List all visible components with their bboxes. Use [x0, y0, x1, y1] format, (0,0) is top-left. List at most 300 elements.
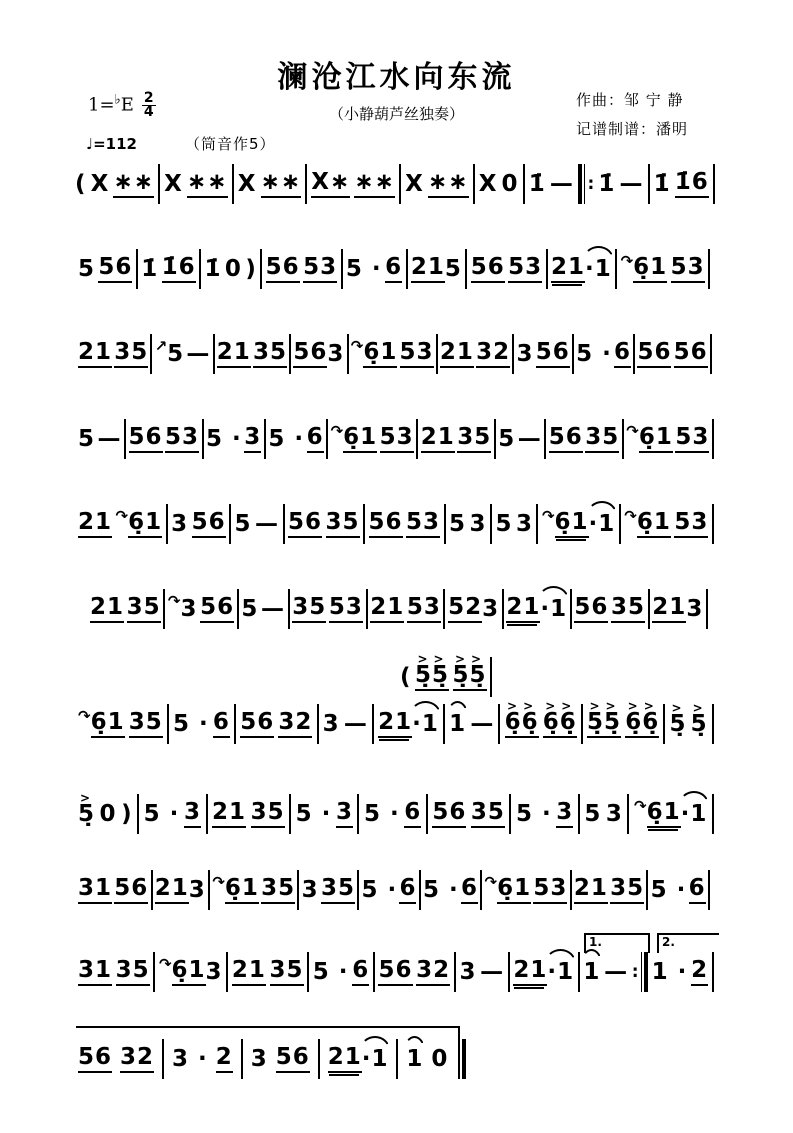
note-token — [321, 875, 355, 904]
note-group — [411, 254, 445, 283]
note-group — [669, 701, 688, 738]
barline — [283, 504, 285, 544]
note-token — [129, 709, 163, 738]
barline — [426, 794, 428, 834]
note-text: 5 — [584, 801, 602, 827]
tempo-marking: ♩=112 — [86, 135, 137, 153]
note-group — [691, 957, 708, 986]
note-token — [351, 339, 398, 368]
note-group — [449, 711, 466, 738]
note-text: 6̣1 — [497, 875, 531, 904]
note-group — [129, 424, 163, 453]
note-group — [400, 339, 434, 368]
note-text: 5 · — [516, 801, 552, 827]
note-token — [307, 424, 324, 453]
note-token — [651, 877, 687, 904]
accent-marks: > — [79, 791, 97, 805]
note-group — [352, 957, 369, 986]
note-text: 31 — [78, 957, 112, 986]
accent-marks: >> — [589, 699, 622, 713]
note-token — [78, 791, 97, 828]
barline — [570, 589, 572, 629]
barline — [578, 952, 580, 992]
note-group — [98, 254, 132, 283]
barline — [622, 419, 624, 459]
note-token — [78, 426, 95, 453]
note-token — [498, 426, 515, 453]
note-group — [583, 959, 600, 986]
note-group — [681, 801, 708, 828]
note-group — [187, 169, 228, 198]
note-group — [206, 959, 223, 986]
barline — [712, 704, 714, 744]
ornament-slide-icon: ↷ — [167, 592, 181, 610]
note-group — [517, 341, 534, 368]
note-group — [116, 509, 163, 538]
note-text: 21 — [212, 799, 246, 828]
barline — [208, 870, 210, 910]
thin-bar — [584, 164, 586, 204]
note-token — [346, 256, 382, 283]
note-text: ∗∗ — [187, 169, 228, 198]
note-text: 21 — [328, 1044, 362, 1073]
note-token — [100, 801, 117, 828]
barline — [578, 794, 580, 834]
note-text: 3 — [336, 799, 353, 828]
note-token — [200, 594, 234, 623]
note-token — [78, 509, 112, 538]
note-group — [120, 1044, 154, 1073]
note-text: 6 — [399, 875, 416, 904]
note-text: 6 — [213, 709, 230, 738]
note-text: 5̣5̣ — [453, 662, 487, 691]
note-token — [78, 256, 95, 283]
note-token — [406, 1046, 423, 1073]
note-token — [625, 699, 660, 738]
note-token — [268, 426, 304, 453]
note-group — [625, 699, 660, 738]
note-text: 56 — [78, 1044, 112, 1073]
barline — [341, 249, 343, 289]
note-text: 3 — [205, 959, 223, 985]
note-text: 6̣1 — [639, 424, 673, 453]
note-group — [205, 256, 222, 283]
music-line — [75, 166, 715, 198]
note-group — [480, 959, 504, 986]
double-underline — [514, 987, 544, 989]
note-group — [482, 596, 499, 623]
note-token — [378, 957, 412, 986]
note-token — [172, 1046, 208, 1073]
note-token — [261, 596, 285, 623]
note-group — [78, 957, 112, 986]
note-text: 6̣6̣ — [543, 709, 577, 738]
note-text: 53 — [675, 424, 709, 453]
note-text: ·1 — [588, 511, 616, 537]
note-text: ·1 — [540, 596, 568, 622]
note-text: 5̣ — [78, 801, 96, 827]
note-group — [518, 426, 542, 453]
note-group — [129, 709, 163, 738]
note-text: 32 — [476, 339, 510, 368]
note-group — [121, 801, 133, 828]
note-group — [448, 594, 482, 623]
accent-marks: > — [671, 701, 688, 715]
note-group — [336, 799, 353, 828]
note-group — [331, 424, 378, 453]
barline — [473, 164, 475, 204]
note-token — [690, 701, 709, 738]
barline — [406, 249, 408, 289]
note-group — [654, 171, 671, 198]
note-group — [311, 169, 350, 198]
note-text: 21 — [78, 339, 112, 368]
note-group — [164, 171, 183, 198]
note-group — [406, 1046, 423, 1073]
accent-marks: >> — [417, 652, 450, 666]
note-text: 35 — [127, 594, 161, 623]
note-token — [674, 509, 708, 538]
note-token — [626, 424, 673, 453]
note-group — [213, 709, 230, 738]
note-text: ( — [75, 171, 87, 197]
note-group — [326, 509, 360, 538]
note-text: 56 — [378, 957, 412, 986]
subtitle: （小静葫芦丝独奏） — [328, 105, 464, 123]
barline — [494, 419, 496, 459]
note-token — [652, 959, 688, 986]
note-token — [331, 424, 378, 453]
note-token — [154, 337, 185, 368]
note-text: 32 — [416, 957, 450, 986]
note-text: 31 — [78, 875, 112, 904]
note-group — [686, 596, 703, 623]
note-text: 21 — [652, 594, 686, 623]
note-group — [610, 875, 644, 904]
note-token — [516, 511, 533, 538]
barline — [199, 249, 201, 289]
note-token — [216, 1044, 233, 1073]
note-text: 1 — [583, 959, 601, 985]
note-group — [235, 511, 252, 538]
note-token — [516, 801, 552, 828]
note-token — [311, 169, 350, 198]
note-group — [508, 254, 542, 283]
barline — [399, 164, 401, 204]
note-token — [406, 509, 440, 538]
note-group — [313, 959, 349, 986]
barline — [153, 952, 155, 992]
note-group — [428, 169, 469, 198]
barline — [581, 704, 583, 744]
barline — [305, 164, 307, 204]
note-text: 56 — [574, 594, 608, 623]
note-text: 35 — [585, 424, 619, 453]
barline — [206, 794, 208, 834]
note-text: 21 — [155, 875, 189, 904]
ornament-slide-icon: ↷ — [115, 507, 129, 525]
note-group — [321, 875, 355, 904]
note-group — [611, 594, 645, 623]
note-text: 52 — [448, 594, 482, 623]
note-token — [634, 799, 707, 828]
note-token — [244, 424, 261, 453]
barline — [163, 589, 165, 629]
note-group — [278, 709, 312, 738]
note-token — [587, 699, 622, 738]
note-token — [476, 339, 510, 368]
barline — [498, 704, 500, 744]
thick-bar — [462, 1039, 466, 1079]
note-token — [431, 1046, 448, 1073]
barline — [708, 249, 710, 289]
barline — [213, 334, 215, 374]
note-token — [448, 594, 499, 623]
barline — [708, 870, 710, 910]
note-token — [428, 169, 469, 198]
note-token — [385, 254, 402, 283]
thick-bar — [578, 164, 582, 204]
note-text: 35 — [253, 339, 287, 368]
note-text: 1̇ — [598, 171, 616, 197]
note-text: 56 — [98, 254, 132, 283]
note-group — [303, 254, 337, 283]
music-line — [78, 954, 714, 986]
note-text: 3 — [184, 799, 201, 828]
note-group — [598, 171, 615, 198]
note-group — [457, 424, 491, 453]
note-group — [550, 171, 574, 198]
time-denominator: 4 — [143, 104, 154, 120]
note-token — [369, 509, 403, 538]
barline — [454, 952, 456, 992]
barline — [536, 504, 538, 544]
note-text: 56 — [240, 709, 274, 738]
barline — [465, 249, 467, 289]
note-text: 56 — [192, 509, 226, 538]
barline — [162, 1039, 164, 1079]
note-text: — — [480, 959, 505, 985]
note-text: 6 — [404, 799, 421, 828]
note-group — [268, 426, 304, 453]
note-group — [327, 341, 344, 368]
note-group — [690, 701, 709, 738]
note-text: 3 — [322, 711, 340, 737]
note-group — [216, 1044, 233, 1073]
note-token — [619, 171, 643, 198]
flat-icon: ♭ — [114, 92, 121, 108]
note-group — [206, 426, 242, 453]
barline — [544, 419, 546, 459]
note-group — [241, 596, 258, 623]
note-text: ·1 — [585, 256, 612, 282]
note-token — [251, 1046, 268, 1073]
music-line — [78, 336, 712, 368]
note-group — [329, 594, 363, 623]
note-text: 5̣5̣ — [587, 709, 621, 738]
barline — [443, 704, 445, 744]
note-token — [459, 959, 476, 986]
note-token — [432, 799, 466, 828]
note-group — [251, 799, 285, 828]
barline — [137, 794, 139, 834]
note-group — [240, 709, 274, 738]
note-group — [328, 1044, 362, 1073]
note-token — [266, 254, 300, 283]
double-underline — [507, 624, 537, 626]
note-group — [369, 509, 403, 538]
note-group — [689, 875, 706, 904]
note-token — [449, 711, 466, 738]
note-token — [328, 1044, 389, 1073]
note-group — [585, 256, 612, 283]
note-token — [162, 254, 196, 283]
barline — [372, 704, 374, 744]
double-underline — [552, 284, 582, 286]
note-group — [452, 652, 488, 691]
note-text: 3 — [180, 596, 198, 622]
note-token — [611, 594, 645, 623]
note-token — [440, 339, 474, 368]
note-token — [669, 701, 688, 738]
note-text: 53 — [303, 254, 337, 283]
note-group — [476, 339, 510, 368]
note-group — [574, 875, 608, 904]
note-text: 6̣1 — [91, 709, 125, 738]
note-token — [583, 959, 600, 986]
barline — [712, 419, 714, 459]
note-group — [212, 799, 246, 828]
note-group — [184, 799, 201, 828]
note-text: 5 · — [650, 877, 687, 903]
note-text: 6̣1 — [633, 254, 667, 283]
note-group — [362, 1046, 389, 1073]
note-group — [238, 171, 257, 198]
barline — [241, 1039, 243, 1079]
note-group — [171, 511, 188, 538]
note-token — [90, 594, 124, 623]
note-group — [225, 256, 242, 283]
barline — [512, 334, 514, 374]
note-token — [326, 509, 360, 538]
note-text: 5 · — [206, 426, 242, 452]
note-text: 0 — [224, 256, 242, 282]
accent-marks: > — [692, 701, 709, 715]
barline — [490, 504, 492, 544]
barline — [633, 334, 635, 374]
note-text: 3 — [188, 877, 206, 903]
ornament-slide-icon: ↷ — [212, 873, 225, 891]
note-group — [405, 171, 424, 198]
note-group — [378, 709, 412, 738]
note-text: — — [619, 171, 644, 197]
note-text: 3 — [301, 877, 319, 903]
barline — [288, 589, 290, 629]
note-text: 3 — [171, 511, 189, 537]
note-group — [459, 959, 476, 986]
note-group — [167, 592, 198, 623]
note-token — [78, 339, 112, 368]
barline — [706, 589, 708, 629]
note-group — [440, 339, 474, 368]
note-group — [551, 254, 585, 283]
note-group — [484, 875, 531, 904]
note-text: 3 — [686, 596, 704, 622]
note-token — [302, 877, 319, 904]
note-text: 35 — [292, 594, 326, 623]
barline — [419, 870, 421, 910]
note-token — [400, 664, 412, 691]
note-token — [469, 511, 486, 538]
note-text: 21 — [411, 254, 445, 283]
note-token — [313, 959, 349, 986]
note-token — [292, 594, 326, 623]
note-token — [129, 424, 163, 453]
final-barline — [456, 1039, 466, 1079]
note-token — [98, 254, 132, 283]
note-text: 6̣1 — [343, 424, 377, 453]
ornament-slide-icon: ↷ — [626, 422, 639, 440]
note-group — [91, 171, 110, 198]
note-group — [506, 594, 540, 623]
volta-2-continuation-bracket — [76, 1026, 460, 1042]
double-underline — [556, 539, 586, 541]
ornament-slide-icon: ↷ — [541, 507, 555, 525]
note-token — [380, 424, 414, 453]
note-token — [288, 509, 322, 538]
note-text: 6̣6̣ — [625, 709, 659, 738]
note-text: 56 — [129, 424, 163, 453]
time-numerator: 2 — [143, 90, 154, 106]
tie-arc — [447, 701, 468, 715]
ornament-slide-icon: ↷ — [158, 955, 172, 973]
note-token — [457, 424, 491, 453]
barline — [627, 794, 629, 834]
note-group — [626, 424, 673, 453]
note-text: 6 — [689, 875, 706, 904]
note-text: 5 — [78, 426, 96, 452]
barline — [151, 870, 153, 910]
note-text: — — [186, 341, 211, 367]
note-token — [75, 171, 87, 198]
note-group — [307, 424, 324, 453]
note-text: 3 · — [171, 1046, 208, 1072]
note-text: 35 — [270, 957, 304, 986]
note-text: 5 · — [361, 877, 398, 903]
note-token — [171, 511, 188, 538]
note-token — [241, 596, 258, 623]
note-token — [542, 699, 578, 738]
barline — [318, 1039, 320, 1079]
note-token — [173, 711, 209, 738]
note-group — [245, 256, 257, 283]
note-text: 1 · — [651, 959, 688, 985]
note-group — [549, 424, 583, 453]
note-group — [276, 1044, 310, 1073]
note-text: ·1 — [680, 801, 708, 827]
note-text: 5 — [234, 511, 252, 537]
note-token — [574, 875, 608, 904]
note-text: 5 · — [312, 959, 349, 985]
note-text: 1̇6 — [162, 254, 196, 283]
note-token — [186, 341, 210, 368]
note-token — [270, 957, 304, 986]
note-text: X — [478, 171, 498, 197]
barline — [150, 334, 152, 374]
note-text: 21 — [574, 875, 608, 904]
note-token — [502, 171, 519, 198]
note-group — [479, 171, 498, 198]
